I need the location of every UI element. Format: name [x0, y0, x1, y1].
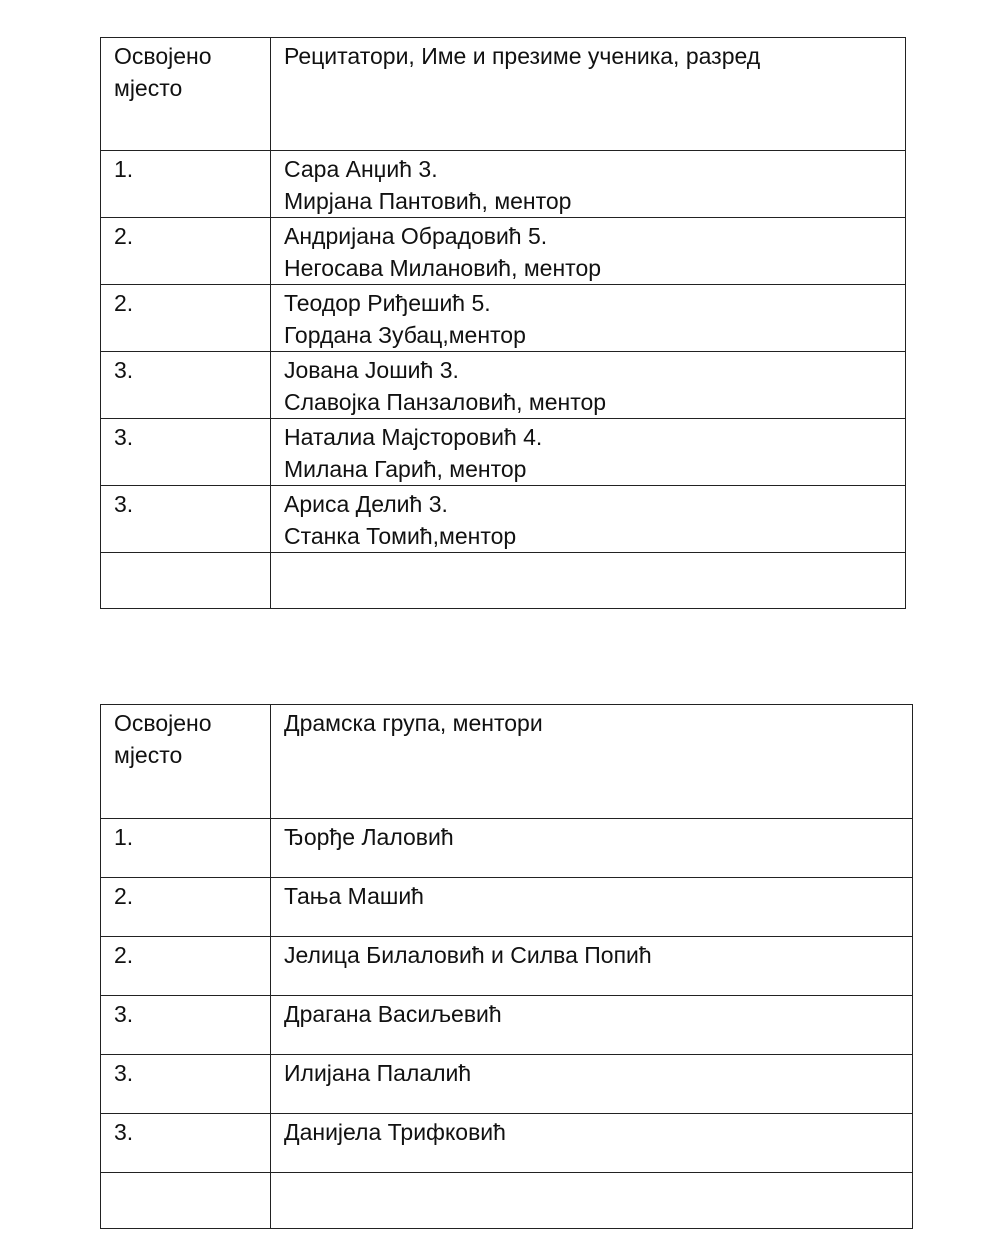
place-cell — [101, 996, 271, 1055]
place-cell — [101, 937, 271, 996]
mentor-name: Станка Томић,ментор — [284, 523, 517, 549]
table-row — [101, 151, 906, 218]
header-name-cell — [271, 705, 913, 819]
mentor-name: Јелица Билаловић и Силва Попић — [284, 942, 652, 968]
table-row — [101, 819, 913, 878]
place-value: 2. — [114, 290, 134, 316]
header-name-label: Драмска група, ментори — [284, 710, 543, 736]
header-place-cell — [101, 38, 271, 151]
name-cell — [271, 996, 913, 1055]
table-row — [101, 285, 906, 352]
table-row — [101, 996, 913, 1055]
empty-cell — [101, 553, 271, 609]
place-cell — [101, 352, 271, 419]
student-name: Андријана Обрадовић 5. — [284, 223, 548, 249]
name-cell — [271, 285, 906, 352]
header-place-cell — [101, 705, 271, 819]
name-cell — [271, 486, 906, 553]
mentor-name: Илијана Палалић — [284, 1060, 472, 1086]
mentor-name: Драгана Васиљевић — [284, 1001, 502, 1027]
name-cell — [271, 151, 906, 218]
student-name: Наталиа Мајсторовић 4. — [284, 424, 543, 450]
drama-group-table — [100, 704, 913, 1229]
mentor-name: Тања Машић — [284, 883, 424, 909]
empty-cell — [271, 1173, 913, 1229]
mentor-name: Мирјана Пантовић, ментор — [284, 188, 572, 214]
student-name: Јована Јошић 3. — [284, 357, 459, 383]
student-name: Ариса Делић 3. — [284, 491, 448, 517]
empty-table-row — [101, 553, 906, 609]
mentor-name: Негосава Милановић, ментор — [284, 255, 602, 281]
mentor-name: Милана Гарић, ментор — [284, 456, 527, 482]
place-value: 3. — [114, 357, 134, 383]
place-cell — [101, 878, 271, 937]
place-value: 2. — [114, 223, 134, 249]
table-row — [101, 419, 906, 486]
mentor-name: Ђорђе Лаловић — [284, 824, 454, 850]
empty-cell — [101, 1173, 271, 1229]
table-row — [101, 1055, 913, 1114]
place-cell — [101, 1055, 271, 1114]
name-cell — [271, 218, 906, 285]
table-row — [101, 352, 906, 419]
place-cell — [101, 151, 271, 218]
place-value: 1. — [114, 824, 134, 850]
table-row — [101, 937, 913, 996]
mentor-name: Славојка Панзаловић, ментор — [284, 389, 607, 415]
place-cell — [101, 419, 271, 486]
place-cell — [101, 285, 271, 352]
name-cell — [271, 937, 913, 996]
place-value: 2. — [114, 942, 134, 968]
place-value: 3. — [114, 1119, 134, 1145]
table-row — [101, 218, 906, 285]
name-cell — [271, 819, 913, 878]
place-value: 3. — [114, 424, 134, 450]
empty-cell — [271, 553, 906, 609]
header-place-label: Освојено мјесто — [114, 43, 212, 101]
table-header-row — [101, 38, 906, 151]
header-name-label: Рецитатори, Име и презиме ученика, разред — [284, 43, 761, 69]
name-cell — [271, 1114, 913, 1173]
student-name: Теодор Риђешић 5. — [284, 290, 491, 316]
mentor-name: Данијела Трифковић — [284, 1119, 506, 1145]
place-value: 1. — [114, 156, 134, 182]
mentor-name: Гордана Зубац,ментор — [284, 322, 526, 348]
name-cell — [271, 878, 913, 937]
recitators-table — [100, 37, 906, 609]
table-header-row — [101, 705, 913, 819]
place-cell — [101, 819, 271, 878]
place-cell — [101, 486, 271, 553]
place-cell — [101, 218, 271, 285]
table-row — [101, 486, 906, 553]
name-cell — [271, 419, 906, 486]
place-value: 3. — [114, 1001, 134, 1027]
place-value: 3. — [114, 491, 134, 517]
student-name: Сара Анџић 3. — [284, 156, 438, 182]
name-cell — [271, 1055, 913, 1114]
name-cell — [271, 352, 906, 419]
place-value: 2. — [114, 883, 134, 909]
place-cell — [101, 1114, 271, 1173]
header-name-cell — [271, 38, 906, 151]
table-row — [101, 1114, 913, 1173]
table-row — [101, 878, 913, 937]
empty-table-row — [101, 1173, 913, 1229]
header-place-label: Освојено мјесто — [114, 710, 212, 768]
place-value: 3. — [114, 1060, 134, 1086]
